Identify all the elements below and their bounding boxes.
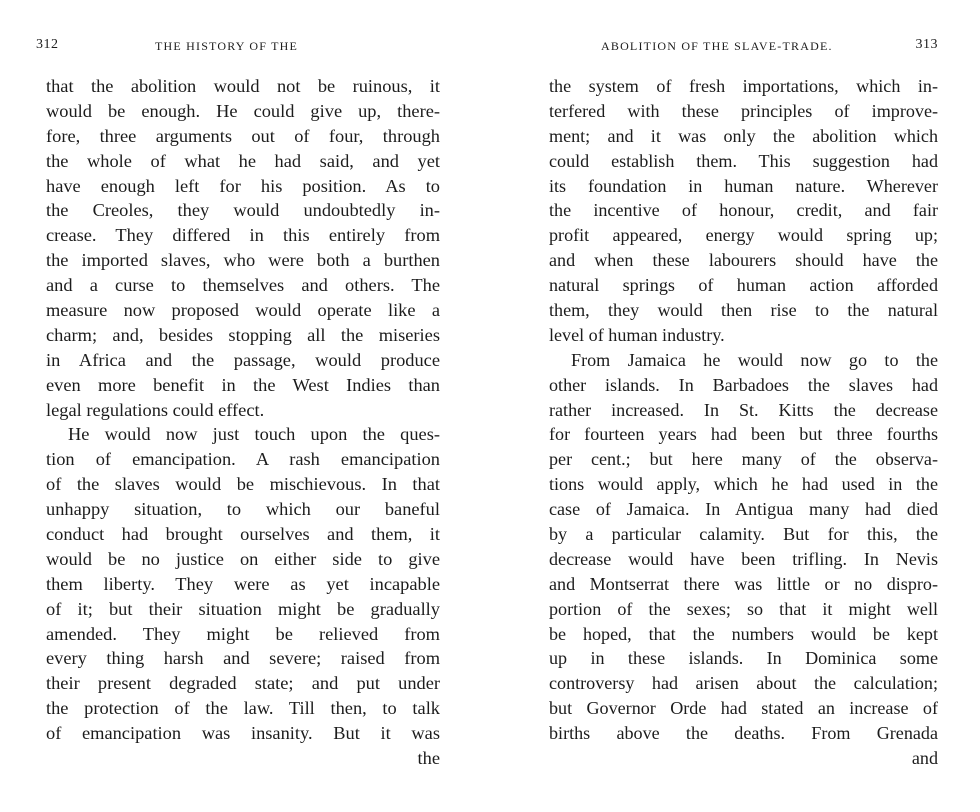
text-line: that the abolition would not be ruinous, it [46, 76, 440, 96]
text-line: measure now proposed would operate like a [46, 300, 440, 321]
text-line: the protection of the law. Till then, to talk [46, 698, 440, 719]
text-line: them liberty. They were as yet incapable [46, 573, 440, 594]
running-head-left [36, 37, 440, 57]
text-line: of it; but their situation might be gradually [46, 598, 440, 619]
text-line: other islands. In Barbadoes the slaves had [549, 374, 938, 395]
text-line: its foundation in human nature. Wherever [549, 175, 938, 196]
text-line: fore, three arguments out of four, through [46, 125, 440, 146]
text-line: profit appeared, energy would spring up; [549, 225, 938, 246]
text-line: portion of the sexes; so that it might well [549, 598, 938, 619]
text-line: ment; and it was only the abolition which [549, 125, 938, 146]
catchword-right: and [911, 748, 938, 769]
paragraph-end-line: legal regulations could effect. [46, 399, 265, 420]
text-line: amended. They might be relieved from [46, 623, 440, 644]
text-line: in Africa and the passage, would produce [46, 349, 440, 370]
text-line: terfered with these principles of improve- [549, 100, 938, 121]
text-line: up in these islands. In Dominica some [549, 648, 938, 669]
text-line: and a curse to themselves and others. The [46, 275, 440, 296]
text-line: the whole of what he had said, and yet [46, 150, 440, 171]
catchword-left: the [417, 748, 440, 769]
text-line: the system of fresh importations, which in- [549, 76, 938, 96]
paragraph-start-line: He would now just touch upon the ques- [68, 424, 440, 445]
running-head-title-right: ABOLITION OF THE SLAVE-TRADE. [601, 39, 833, 53]
text-line: crease. They differed in this entirely from [46, 225, 440, 246]
right-page-text [549, 74, 938, 771]
text-line: could establish them. This suggestion had [549, 150, 938, 171]
paragraph-start-line: From Jamaica he would now go to the [571, 349, 938, 370]
text-line: rather increased. In St. Kitts the decrease [549, 399, 938, 420]
text-line: tions would apply, which he had used in the [549, 474, 938, 495]
text-line: conduct had brought ourselves and them, it [46, 524, 440, 545]
text-line: and Montserrat there was little or no dispro- [549, 573, 938, 594]
text-line: for fourteen years had been but three fourths [549, 424, 938, 445]
text-line: every thing harsh and severe; raised from [46, 648, 440, 669]
text-line: of emancipation was insanity. But it was [46, 723, 440, 744]
text-line: natural springs of human action afforded [549, 275, 938, 296]
text-line: by a particular calamity. But for this, the [549, 524, 938, 545]
text-line: be hoped, that the numbers would be kept [549, 623, 938, 644]
text-line: charm; and, besides stopping all the miseries [46, 324, 440, 345]
text-line: the imported slaves, who were both a burthen [46, 250, 440, 271]
running-head-right [549, 37, 938, 57]
text-line: even more benefit in the West Indies than [46, 374, 440, 395]
left-page [36, 0, 440, 812]
text-line: and when these labourers should have the [549, 250, 938, 271]
text-line: decrease would have been trifling. In Nevis [549, 548, 938, 569]
text-line: would be enough. He could give up, there- [46, 100, 440, 121]
text-line: unhappy situation, to which our baneful [46, 499, 440, 520]
right-page [549, 0, 938, 812]
paragraph-end-line: level of human industry. [549, 324, 725, 345]
text-line: births above the deaths. From Grenada [549, 723, 938, 744]
text-line: but Governor Orde had stated an increase of [549, 698, 938, 719]
text-line: would be no justice on either side to give [46, 548, 440, 569]
text-line: have enough left for his position. As to [46, 175, 440, 196]
page-number-left: 312 [36, 37, 59, 52]
text-line: their present degraded state; and put under [46, 673, 440, 694]
text-line: them, they would then rise to the natural [549, 300, 938, 321]
text-line: controversy had arisen about the calculation; [549, 673, 938, 694]
text-line: per cent.; but here many of the observa- [549, 449, 938, 470]
text-line: tion of emancipation. A rash emancipation [46, 449, 440, 470]
left-page-text [46, 74, 440, 771]
page-number-right: 313 [915, 37, 938, 52]
text-line: the Creoles, they would undoubtedly in- [46, 200, 440, 221]
text-line: case of Jamaica. In Antigua many had died [549, 499, 938, 520]
running-head-title-left: THE HISTORY OF THE [155, 39, 299, 53]
text-line: the incentive of honour, credit, and fair [549, 200, 938, 221]
text-line: of the slaves would be mischievous. In that [46, 474, 440, 495]
